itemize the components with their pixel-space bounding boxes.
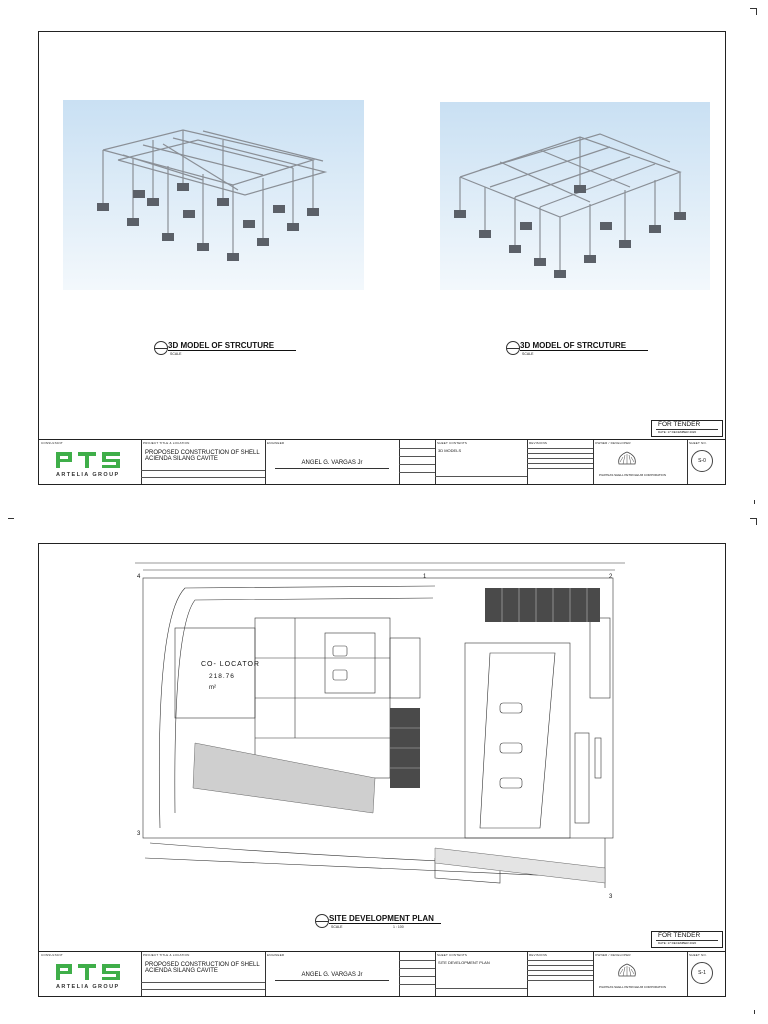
engineer-cell: [265, 952, 400, 996]
3d-structure-render-2: [440, 102, 710, 290]
project-title-line-1: PROPOSED CONSTRUCTION OF SHELL: [145, 962, 260, 968]
tender-label: FOR TENDER: [658, 932, 701, 939]
engineer-header: ENGINEER: [267, 953, 285, 957]
grid-label: 3: [137, 831, 141, 837]
crop-mark: [750, 518, 757, 525]
for-tender-stamp: [651, 420, 723, 437]
detail-marker: [506, 341, 520, 355]
detail-marker: [154, 341, 168, 355]
detail-marker: [315, 914, 329, 928]
caption-scale: SCALE: [331, 925, 343, 929]
sheet-contents-cell: [435, 440, 528, 484]
consultant-cell: [39, 440, 142, 484]
engineer-cell: [265, 440, 400, 484]
colocator-label: CO- LOCATOR: [201, 661, 260, 668]
grid-label: 1: [423, 574, 427, 580]
revisions-header: REVISIONS: [529, 953, 548, 957]
grid-label: 4: [137, 574, 141, 580]
engineer-name: ANGEL G. VARGAS Jr: [301, 460, 363, 466]
signature-cell: [399, 440, 436, 484]
revisions-header: REVISIONS: [529, 441, 548, 445]
project-cell: [141, 952, 266, 996]
tender-date: DATE: 17 DECEMBER 2020: [658, 941, 697, 945]
site-development-plan-drawing: [135, 558, 630, 898]
grid-label: 3: [609, 894, 613, 898]
sheet-contents-cell: [435, 952, 528, 996]
shell-logo: [617, 450, 637, 466]
sheet-contents: SITE DEVELOPMENT PLAN: [438, 960, 490, 965]
owner-name: PILIPINAS SHELL PETROLEUM CORPORATION: [599, 985, 667, 989]
caption-title: SITE DEVELOPMENT PLAN: [329, 914, 434, 923]
project-cell: [141, 440, 266, 484]
signature-cell: [399, 952, 436, 996]
caption-scale-value: 1 : 100: [393, 925, 404, 929]
pts-logo: [54, 450, 124, 478]
sheet-contents: 3D MODELS: [438, 448, 462, 453]
sheet-number-header: SHEET NO.: [689, 953, 707, 957]
crop-mark: [754, 1010, 756, 1014]
sheet-contents-header: SHEET CONTENTS: [437, 441, 468, 445]
sheet-number-cell: [687, 440, 725, 484]
project-title-line-1: PROPOSED CONSTRUCTION OF SHELL: [145, 450, 260, 456]
project-header: PROJECT TITLE & LOCATION: [143, 953, 190, 957]
tender-date: DATE: 17 DECEMBER 2020: [658, 430, 697, 434]
colocator-area: 218.76: [209, 673, 235, 680]
3d-structure-render-1: [63, 100, 364, 290]
caption-scale: SCALE: [170, 352, 182, 356]
view-caption-2: [506, 341, 666, 359]
sheet-contents-header: SHEET CONTENTS: [437, 953, 468, 957]
crop-mark: [750, 8, 757, 15]
tender-label: FOR TENDER: [658, 421, 701, 428]
consultant-header: CONSULTANT: [41, 953, 63, 957]
view-caption-1: [154, 341, 314, 359]
engineer-header: ENGINEER: [267, 441, 285, 445]
sheet-number-header: SHEET NO.: [689, 441, 707, 445]
owner-name: PILIPINAS SHELL PETROLEUM CORPORATION: [599, 473, 667, 477]
svg-text:ARTELIA GROUP: ARTELIA GROUP: [56, 472, 120, 478]
pts-logo: [54, 962, 124, 990]
view-caption-site-plan: [315, 914, 455, 932]
drawing-sheet-3d-models: [38, 31, 726, 485]
title-block: [39, 951, 725, 996]
project-title-line-2: ACIENDA SILANG CAVITE: [145, 968, 218, 975]
sheet-number: S-0: [691, 450, 713, 472]
for-tender-stamp: [651, 931, 723, 948]
svg-text:ARTELIA GROUP: ARTELIA GROUP: [56, 984, 120, 990]
revisions-cell: [527, 440, 594, 484]
engineer-name: ANGEL G. VARGAS Jr: [301, 972, 363, 978]
colocator-unit: m²: [209, 685, 216, 691]
caption-title: 3D MODEL OF STRCUTURE: [168, 341, 275, 350]
owner-header: OWNER / DEVELOPER: [595, 953, 631, 957]
project-header: PROJECT TITLE & LOCATION: [143, 441, 190, 445]
owner-cell: [593, 440, 688, 484]
consultant-cell: [39, 952, 142, 996]
owner-cell: [593, 952, 688, 996]
sheet-number-cell: [687, 952, 725, 996]
grid-label: 2: [609, 574, 613, 580]
owner-header: OWNER / DEVELOPER: [595, 441, 631, 445]
title-block: [39, 439, 725, 484]
caption-scale: SCALE: [522, 352, 534, 356]
caption-title: 3D MODEL OF STRCUTURE: [520, 341, 627, 350]
crop-mark: [754, 500, 756, 504]
project-title-line-2: ACIENDA SILANG CAVITE: [145, 456, 218, 463]
crop-mark: [8, 518, 14, 525]
consultant-header: CONSULTANT: [41, 441, 63, 445]
crop-mark: [0, 0, 6, 6]
shell-logo: [617, 962, 637, 978]
revisions-cell: [527, 952, 594, 996]
sheet-number: S-1: [691, 962, 713, 984]
drawing-sheet-site-plan: [38, 543, 726, 997]
